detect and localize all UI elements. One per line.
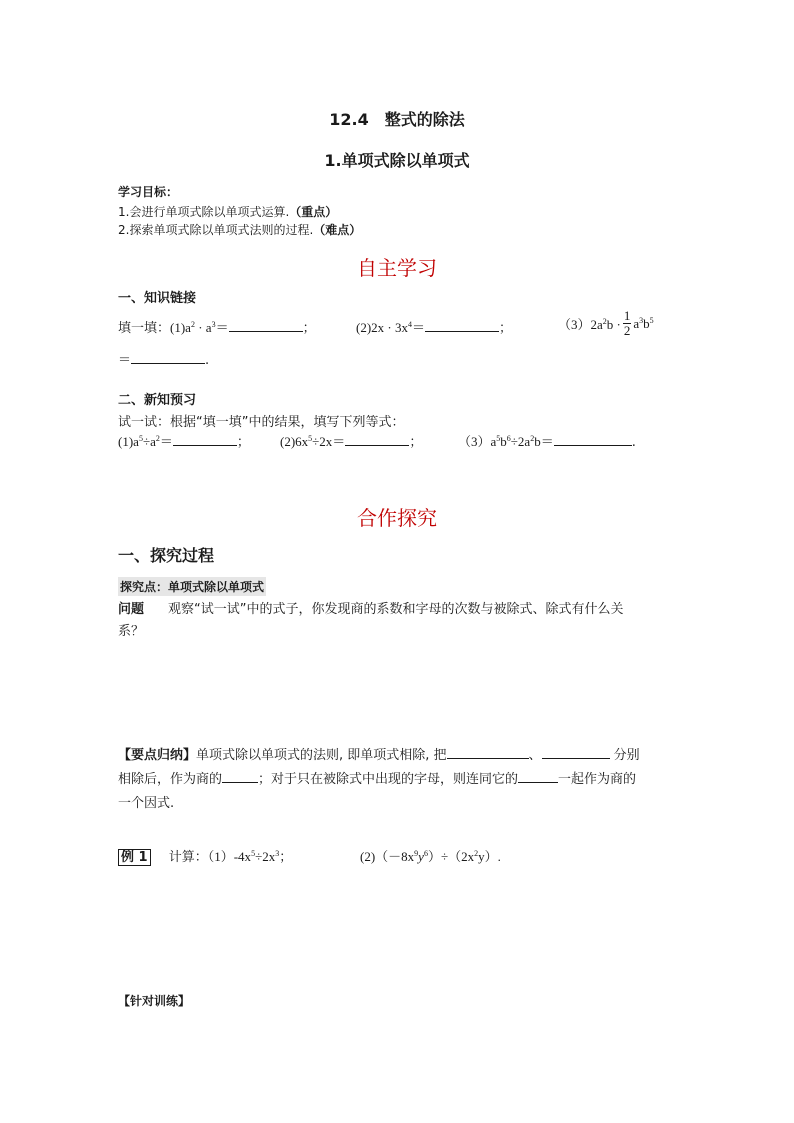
training-label: 【针对训练】 <box>118 994 191 1008</box>
try-q2-blank[interactable] <box>345 433 409 446</box>
example-label: 例 1 <box>118 849 151 866</box>
objective-item-2-text: 2.探索单项式除以单项式法则的过程. <box>118 223 314 237</box>
fill-q2-blank[interactable] <box>425 319 499 332</box>
page-title: 12.4 整式的除法 <box>329 110 465 129</box>
objectives-label: 学习目标： <box>118 185 179 199</box>
fill-q2: $(2)2x \cdot 3x^4=$ ； <box>356 320 513 336</box>
fill-q1-blank[interactable] <box>229 319 303 332</box>
summary-line-3: 一个因式. <box>118 796 175 811</box>
summary-label: 【要点归纳】 <box>118 748 197 763</box>
question-label: 问题 <box>118 602 145 617</box>
objective-item-2 <box>118 221 361 238</box>
objective-item-1-tag: （重点） <box>289 205 338 219</box>
summary-blank-4[interactable] <box>518 770 558 783</box>
objective-item-1 <box>118 203 337 220</box>
page-subtitle: 1.单项式除以单项式 <box>324 151 470 170</box>
explore-process-title: 一、探究过程 <box>118 546 215 565</box>
summary-blank-2[interactable] <box>542 746 610 759</box>
explore-point: 探究点：单项式除以单项式 <box>118 577 266 596</box>
question-text: 观察“试一试”中的式子，你发现商的系数和字母的次数与被除式、除式有什么关 <box>168 602 624 617</box>
fraction-one-half: $\frac{1}{2}$ <box>623 308 631 338</box>
section-heading-self-study: 自主学习 <box>357 256 437 280</box>
knowledge-link-title: 一、知识链接 <box>118 291 197 306</box>
try-q1-blank[interactable] <box>173 433 237 446</box>
fill-q3: $(3)2a^2b$ · $\frac{1}{2}$ $a^3b^5$ <box>558 308 654 338</box>
question-line-2: 系？ <box>118 624 145 639</box>
try-q3-blank[interactable] <box>554 433 632 446</box>
summary-blank-1[interactable] <box>447 746 529 759</box>
fill-q1: $(1)a^2 \cdot a^3=$ <box>170 320 229 335</box>
preview-title: 二、新知预习 <box>118 393 197 408</box>
objective-item-2-tag: （难点） <box>313 223 362 237</box>
example-q2: $(2)(-8x^9y^6)\div(2x^2y)$. <box>360 849 501 864</box>
summary-blank-3[interactable] <box>222 770 258 783</box>
example-1 <box>118 846 292 865</box>
fill-label: 填一填： <box>118 321 171 336</box>
example-q1: 计算：$(1)-4x^5\div 2x^3$； <box>168 849 293 864</box>
try-q2: $(2)6x^5\div 2x=$ ； <box>280 434 423 450</box>
objective-item-1-text: 1.会进行单项式除以单项式运算. <box>118 205 290 219</box>
summary-line-1: 【要点归纳】单项式除以单项式的法则, 即单项式相除, 把 、 分别 <box>118 748 640 763</box>
try-q1: $(1)a^5\div a^2=$ ； <box>118 434 250 450</box>
question-line-1 <box>118 598 624 617</box>
fill-q3-blank[interactable] <box>131 351 205 364</box>
section-heading-cooperate: 合作探究 <box>357 506 437 530</box>
try-text: 试一试：根据“填一填”中的结果，填写下列等式： <box>118 415 405 430</box>
summary-line-2: 相除后，作为商的 ；对于只在被除式中出现的字母，则连同它的 一起作为商的 <box>118 772 637 787</box>
fill-line: 填一填：$(1)a^2 \cdot a^3=$ ； <box>118 320 316 336</box>
try-q3: $(3)a^5b^6\div 2a^2b=$ . <box>458 434 636 450</box>
fill-q3-answer: ＝ . <box>118 352 210 368</box>
